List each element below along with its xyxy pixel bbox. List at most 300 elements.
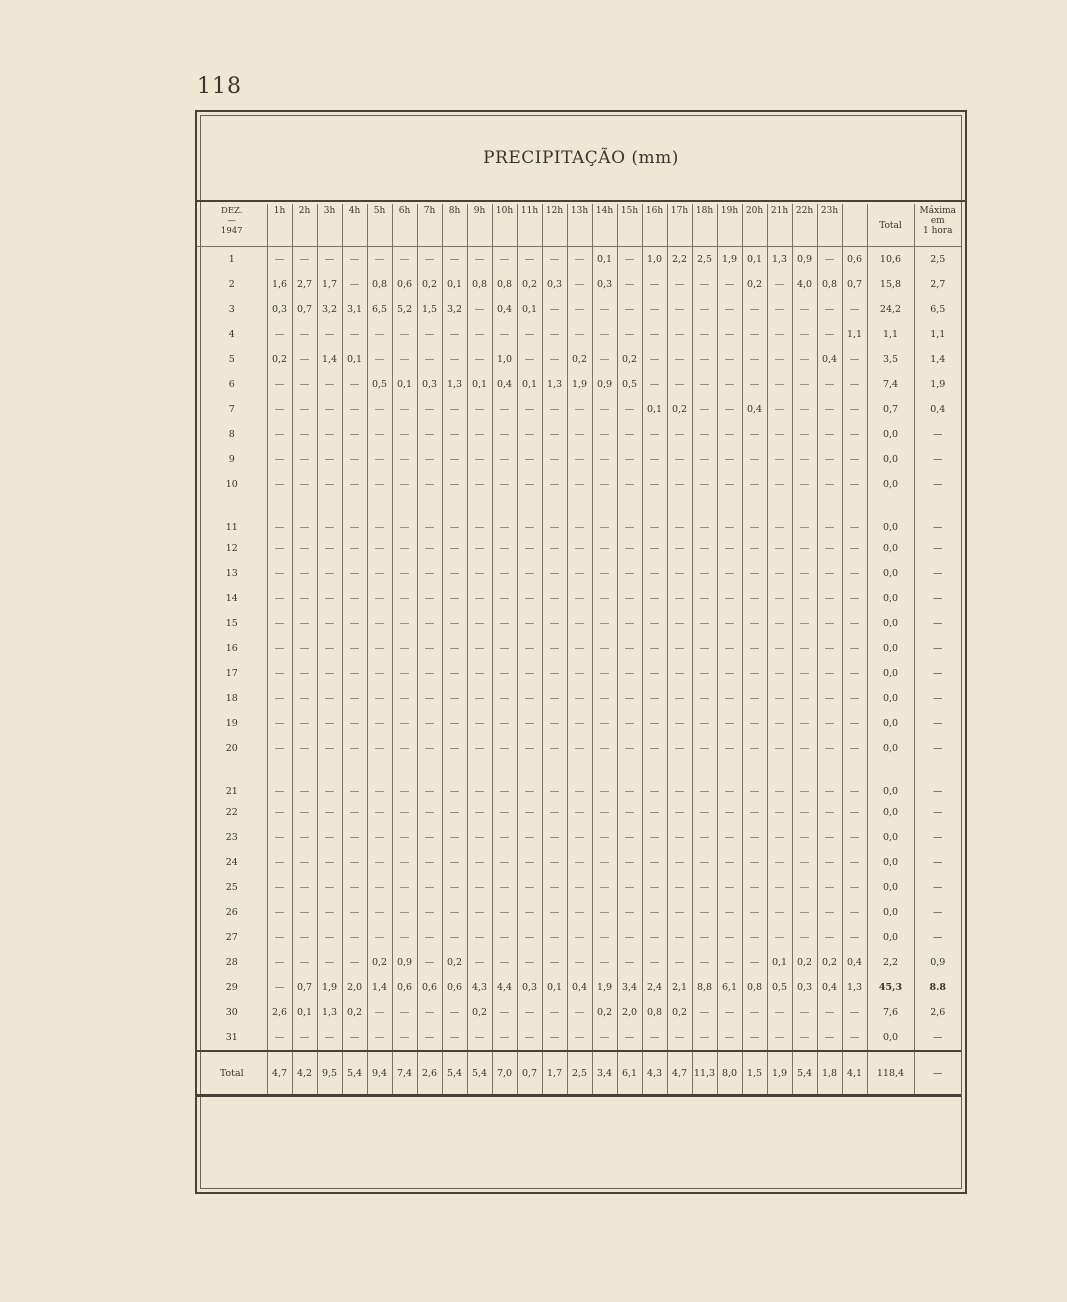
hour-value-cell: — [292, 825, 317, 850]
day-max-cell: 6,5 [914, 297, 961, 322]
hour-value-cell: — [717, 636, 742, 661]
hour-value-cell: — [392, 850, 417, 875]
hour-value-cell: — [392, 422, 417, 447]
hour-header: 15h [617, 204, 642, 247]
hour-value-cell: 0,1 [742, 247, 767, 273]
hour-header: 16h [642, 204, 667, 247]
hour-value-cell: — [742, 372, 767, 397]
hour-value-cell: — [667, 736, 692, 761]
hour-value-cell: — [742, 711, 767, 736]
hour-value-cell: — [592, 661, 617, 686]
hour-value-cell: — [842, 447, 867, 472]
hour-value-cell: — [592, 800, 617, 825]
hour-value-cell: — [267, 322, 292, 347]
hour-value-cell: 2,5 [692, 247, 717, 273]
hour-value-cell: — [617, 761, 642, 800]
table-row [197, 247, 961, 273]
day-cell: 11 [225, 522, 238, 533]
day-cell: 22 [225, 807, 238, 818]
day-total-cell: 0,0 [867, 497, 914, 536]
hour-value-cell: — [467, 347, 492, 372]
hour-value-cell: — [342, 850, 367, 875]
hour-value-cell: — [717, 586, 742, 611]
hour-value-cell: 2,0 [342, 975, 367, 1000]
hour-value-cell: 0,4 [742, 397, 767, 422]
hour-total-cell: 9,5 [317, 1051, 342, 1096]
hour-value-cell: — [492, 1000, 517, 1025]
hour-value-cell: — [542, 1025, 567, 1051]
hour-value-cell: 1,7 [317, 272, 342, 297]
hour-value-cell: 1,3 [317, 1000, 342, 1025]
hour-value-cell: — [367, 711, 392, 736]
hour-value-cell: 0,6 [417, 975, 442, 1000]
hour-value-cell: 0,2 [267, 347, 292, 372]
hour-value-cell: — [467, 875, 492, 900]
hour-value-cell: — [767, 586, 792, 611]
hour-value-cell: — [317, 561, 342, 586]
hour-value-cell: — [267, 586, 292, 611]
hour-value-cell: — [767, 1025, 792, 1051]
hour-header: 2h [292, 204, 317, 247]
hour-value-cell: — [317, 686, 342, 711]
hour-value-cell: — [692, 761, 717, 800]
hour-value-cell: — [592, 761, 617, 800]
hour-value-cell: — [417, 322, 442, 347]
hour-value-cell: — [817, 561, 842, 586]
hour-value-cell: — [367, 850, 392, 875]
hour-value-cell: — [317, 636, 342, 661]
hour-value-cell: — [517, 1025, 542, 1051]
hour-value-cell: — [267, 686, 292, 711]
hour-value-cell: — [817, 297, 842, 322]
hour-value-cell: — [442, 1000, 467, 1025]
hour-value-cell: — [642, 686, 667, 711]
hour-value-cell: — [342, 611, 367, 636]
hour-value-cell: 0,1 [392, 372, 417, 397]
hour-value-cell: — [617, 850, 642, 875]
table-row [197, 686, 961, 711]
hour-value-cell: 1,9 [592, 975, 617, 1000]
hour-value-cell: — [617, 297, 642, 322]
hour-total-cell: 4,7 [267, 1051, 292, 1096]
hour-value-cell: — [467, 925, 492, 950]
hour-value-cell: — [317, 372, 342, 397]
hour-value-cell: — [567, 686, 592, 711]
hour-value-cell: — [292, 950, 317, 975]
day-cell: 8 [228, 429, 235, 440]
day-max-cell: — [914, 497, 961, 536]
hour-value-cell: — [442, 761, 467, 800]
hour-value-cell: — [592, 1025, 617, 1051]
hour-value-cell: — [642, 736, 667, 761]
hour-value-cell: — [292, 900, 317, 925]
hour-value-cell: — [692, 661, 717, 686]
hour-value-cell: — [842, 472, 867, 497]
hour-value-cell: — [267, 536, 292, 561]
hour-value-cell: — [692, 497, 717, 536]
hour-value-cell: 1,4 [367, 975, 392, 1000]
table-row [197, 636, 961, 661]
hour-value-cell: — [617, 472, 642, 497]
hour-value-cell: — [417, 536, 442, 561]
hour-value-cell: — [817, 447, 842, 472]
hour-value-cell: — [417, 686, 442, 711]
day-total-cell: 0,0 [867, 472, 914, 497]
hour-value-cell: — [692, 322, 717, 347]
header-row [197, 204, 961, 247]
hour-value-cell: — [442, 397, 467, 422]
hour-value-cell: — [392, 736, 417, 761]
hour-value-cell: — [667, 686, 692, 711]
hour-value-cell: — [842, 686, 867, 711]
day-total-cell: 0,0 [867, 661, 914, 686]
hour-value-cell: 0,1 [342, 347, 367, 372]
hour-value-cell: — [292, 736, 317, 761]
hour-value-cell: — [692, 536, 717, 561]
hour-total-cell: 4,1 [842, 1051, 867, 1096]
hour-value-cell: — [467, 422, 492, 447]
hour-value-cell: — [842, 397, 867, 422]
hour-value-cell: — [442, 422, 467, 447]
table-row [197, 322, 961, 347]
hour-value-cell: — [317, 800, 342, 825]
max-header-line: em [930, 216, 945, 226]
hour-value-cell: — [542, 1000, 567, 1025]
hour-value-cell: — [517, 900, 542, 925]
hour-value-cell: — [667, 825, 692, 850]
hour-value-cell: — [567, 611, 592, 636]
hour-value-cell: — [467, 536, 492, 561]
hour-value-cell: — [567, 1000, 592, 1025]
hour-value-cell: — [742, 561, 767, 586]
hour-value-cell: — [567, 711, 592, 736]
hour-value-cell: — [417, 850, 442, 875]
hour-value-cell: 0,8 [642, 1000, 667, 1025]
hour-value-cell: — [592, 322, 617, 347]
hour-value-cell: — [467, 686, 492, 711]
day-max-cell: — [914, 561, 961, 586]
hour-value-cell: — [467, 850, 492, 875]
hour-value-cell: — [642, 561, 667, 586]
hour-value-cell: — [317, 711, 342, 736]
hour-value-cell: — [367, 661, 392, 686]
hour-value-cell: — [492, 800, 517, 825]
hour-value-cell: 0,1 [442, 272, 467, 297]
hour-value-cell: — [392, 800, 417, 825]
hour-value-cell: — [367, 875, 392, 900]
hour-value-cell: — [517, 825, 542, 850]
hour-value-cell: — [492, 1025, 517, 1051]
hour-value-cell: — [467, 561, 492, 586]
totals-row [197, 1051, 961, 1096]
hour-value-cell: 0,1 [642, 397, 667, 422]
hour-total-cell: 5,4 [467, 1051, 492, 1096]
day-max-cell: — [914, 850, 961, 875]
hour-value-cell: — [267, 397, 292, 422]
hour-value-cell: — [667, 497, 692, 536]
hour-value-cell: — [742, 1025, 767, 1051]
hour-value-cell: — [842, 900, 867, 925]
hour-header: 11h [517, 204, 542, 247]
hour-value-cell: — [642, 661, 667, 686]
hour-value-cell: — [592, 447, 617, 472]
hour-value-cell: 2,4 [642, 975, 667, 1000]
hour-value-cell: — [792, 875, 817, 900]
hour-value-cell: — [592, 397, 617, 422]
hour-header: 12h [542, 204, 567, 247]
hour-value-cell: — [467, 900, 492, 925]
day-cell: 2 [228, 279, 235, 290]
hour-value-cell: — [417, 472, 442, 497]
hour-value-cell: — [742, 536, 767, 561]
hour-header: 7h [417, 204, 442, 247]
day-cell: 3 [228, 304, 235, 315]
hour-value-cell: — [342, 397, 367, 422]
hour-value-cell: — [292, 850, 317, 875]
table-row [197, 875, 961, 900]
grand-total-cell: 118,4 [867, 1051, 914, 1096]
hour-value-cell: — [417, 800, 442, 825]
hour-value-cell: — [317, 950, 342, 975]
hour-value-cell: — [567, 536, 592, 561]
hour-total-cell: 1,9 [767, 1051, 792, 1096]
hour-header: 21h [767, 204, 792, 247]
hour-value-cell: 1,6 [267, 272, 292, 297]
table-row [197, 661, 961, 686]
hour-value-cell: — [417, 561, 442, 586]
hour-value-cell: — [392, 472, 417, 497]
hour-value-cell: — [467, 497, 492, 536]
hour-value-cell: — [642, 422, 667, 447]
hour-value-cell: — [392, 686, 417, 711]
hour-total-cell: 2,6 [417, 1051, 442, 1096]
day-total-cell: 24,2 [867, 297, 914, 322]
hour-header: 19h [717, 204, 742, 247]
hour-value-cell: — [342, 472, 367, 497]
day-cell: 29 [225, 982, 238, 993]
hour-value-cell: 0,2 [667, 1000, 692, 1025]
hour-value-cell: — [742, 875, 767, 900]
hour-value-cell: 1,9 [317, 975, 342, 1000]
hour-value-cell: — [542, 422, 567, 447]
hour-value-cell: — [642, 875, 667, 900]
hour-value-cell: 0,9 [792, 247, 817, 273]
table-row [197, 347, 961, 372]
hour-value-cell: — [542, 875, 567, 900]
hour-value-cell: 2,1 [667, 975, 692, 1000]
hour-value-cell: — [292, 711, 317, 736]
hour-value-cell: — [467, 611, 492, 636]
day-cell: 4 [228, 329, 235, 340]
hour-value-cell: 0,2 [567, 347, 592, 372]
hour-value-cell: — [442, 347, 467, 372]
hour-value-cell: — [642, 272, 667, 297]
hour-value-cell: — [392, 761, 417, 800]
hour-value-cell: — [717, 686, 742, 711]
day-cell: 16 [225, 643, 238, 654]
hour-value-cell: — [392, 447, 417, 472]
hour-value-cell: — [392, 322, 417, 347]
hour-value-cell: — [742, 497, 767, 536]
hour-value-cell: — [292, 422, 317, 447]
day-cell: 18 [225, 693, 238, 704]
hour-value-cell: — [492, 900, 517, 925]
hour-value-cell: — [367, 347, 392, 372]
day-total-cell: 0,0 [867, 636, 914, 661]
hour-value-cell: — [617, 711, 642, 736]
hour-value-cell: — [367, 900, 392, 925]
hour-value-cell: — [317, 247, 342, 273]
hour-value-cell: — [567, 636, 592, 661]
hour-value-cell: — [492, 322, 517, 347]
hour-value-cell: — [342, 447, 367, 472]
hour-value-cell: — [767, 561, 792, 586]
hour-value-cell: — [617, 586, 642, 611]
hour-value-cell: 0,5 [767, 975, 792, 1000]
table-row [197, 447, 961, 472]
hour-value-cell: 0,2 [467, 1000, 492, 1025]
hour-value-cell: — [342, 422, 367, 447]
hour-value-cell: 0,6 [392, 272, 417, 297]
day-max-cell: — [914, 925, 961, 950]
hour-value-cell: — [567, 561, 592, 586]
day-max-cell: 0,4 [914, 397, 961, 422]
day-max-cell: — [914, 711, 961, 736]
hour-value-cell: — [767, 900, 792, 925]
hour-value-cell: — [817, 536, 842, 561]
hour-value-cell: — [267, 875, 292, 900]
hour-value-cell: — [492, 736, 517, 761]
hour-value-cell: — [692, 586, 717, 611]
hour-value-cell: — [842, 875, 867, 900]
hour-value-cell: — [542, 586, 567, 611]
hour-value-cell: — [542, 536, 567, 561]
hour-value-cell: — [492, 472, 517, 497]
hour-value-cell: — [567, 447, 592, 472]
hour-value-cell: — [817, 472, 842, 497]
max-hour-header [914, 204, 961, 247]
hour-value-cell: 6,1 [717, 975, 742, 1000]
day-cell: 9 [228, 454, 235, 465]
hour-value-cell: — [717, 536, 742, 561]
hour-value-cell: — [417, 761, 442, 800]
hour-value-cell: — [517, 875, 542, 900]
hour-value-cell: — [367, 761, 392, 800]
hour-value-cell: — [492, 561, 517, 586]
hour-value-cell: 1,0 [642, 247, 667, 273]
hour-value-cell: — [492, 950, 517, 975]
day-total-cell: 0,0 [867, 900, 914, 925]
hour-value-cell: — [667, 850, 692, 875]
hour-header: 1h [267, 204, 292, 247]
hour-value-cell: — [817, 900, 842, 925]
day-total-cell: 0,0 [867, 825, 914, 850]
hour-value-cell: — [567, 661, 592, 686]
hour-value-cell: — [292, 347, 317, 372]
hour-value-cell: — [567, 875, 592, 900]
hour-value-cell: — [467, 800, 492, 825]
hour-value-cell: — [792, 1025, 817, 1051]
hour-value-cell: — [467, 950, 492, 975]
month-year-header [197, 204, 267, 247]
hour-value-cell: — [442, 850, 467, 875]
hour-value-cell: — [342, 636, 367, 661]
hour-value-cell: 0,6 [842, 247, 867, 273]
hour-value-cell: — [517, 950, 542, 975]
hour-value-cell: — [292, 322, 317, 347]
hour-value-cell: — [567, 586, 592, 611]
hour-value-cell: — [842, 497, 867, 536]
hour-value-cell: — [292, 447, 317, 472]
day-total-cell: 15,8 [867, 272, 914, 297]
hour-value-cell: — [742, 686, 767, 711]
day-cell: 17 [225, 668, 238, 679]
hour-value-cell: — [392, 497, 417, 536]
hour-value-cell: — [492, 661, 517, 686]
hour-value-cell: — [592, 711, 617, 736]
hour-value-cell: — [717, 925, 742, 950]
hour-value-cell: — [642, 711, 667, 736]
hour-value-cell: — [767, 497, 792, 536]
hour-value-cell: — [267, 850, 292, 875]
hour-value-cell: — [617, 1025, 642, 1051]
hour-value-cell: — [367, 636, 392, 661]
day-max-cell: 2,7 [914, 272, 961, 297]
hour-value-cell: — [692, 447, 717, 472]
hour-value-cell: — [817, 1000, 842, 1025]
hour-header: 8h [442, 204, 467, 247]
hour-value-cell: — [442, 875, 467, 900]
day-cell: 24 [225, 857, 238, 868]
hour-value-cell: — [442, 825, 467, 850]
hour-value-cell: 0,8 [467, 272, 492, 297]
hour-value-cell: — [467, 397, 492, 422]
hour-value-cell: — [417, 347, 442, 372]
hour-value-cell: — [642, 497, 667, 536]
hour-header: 6h [392, 204, 417, 247]
hour-value-cell: — [367, 611, 392, 636]
hour-value-cell: — [317, 875, 342, 900]
hour-value-cell: — [517, 736, 542, 761]
hour-total-cell: 5,4 [792, 1051, 817, 1096]
hour-total-cell: 1,5 [742, 1051, 767, 1096]
hour-value-cell: — [292, 586, 317, 611]
hour-value-cell: — [842, 661, 867, 686]
hour-value-cell: — [567, 272, 592, 297]
hour-value-cell: 0,2 [792, 950, 817, 975]
hour-value-cell: — [717, 497, 742, 536]
hour-value-cell: — [417, 397, 442, 422]
hour-value-cell: — [392, 1025, 417, 1051]
day-cell: 6 [228, 379, 235, 390]
hour-value-cell: — [842, 586, 867, 611]
hour-value-cell: — [642, 536, 667, 561]
hour-value-cell: — [392, 1000, 417, 1025]
hour-value-cell: — [617, 825, 642, 850]
hour-header: 20h [742, 204, 767, 247]
hour-value-cell: — [767, 372, 792, 397]
hour-value-cell: — [442, 925, 467, 950]
hour-value-cell: — [817, 800, 842, 825]
day-total-cell: 0,0 [867, 686, 914, 711]
hour-value-cell: — [292, 611, 317, 636]
hour-value-cell: — [717, 1025, 742, 1051]
hour-value-cell: — [842, 422, 867, 447]
hour-value-cell: — [317, 447, 342, 472]
hour-value-cell: — [767, 472, 792, 497]
hour-value-cell: 0,1 [517, 372, 542, 397]
hour-value-cell: — [767, 800, 792, 825]
